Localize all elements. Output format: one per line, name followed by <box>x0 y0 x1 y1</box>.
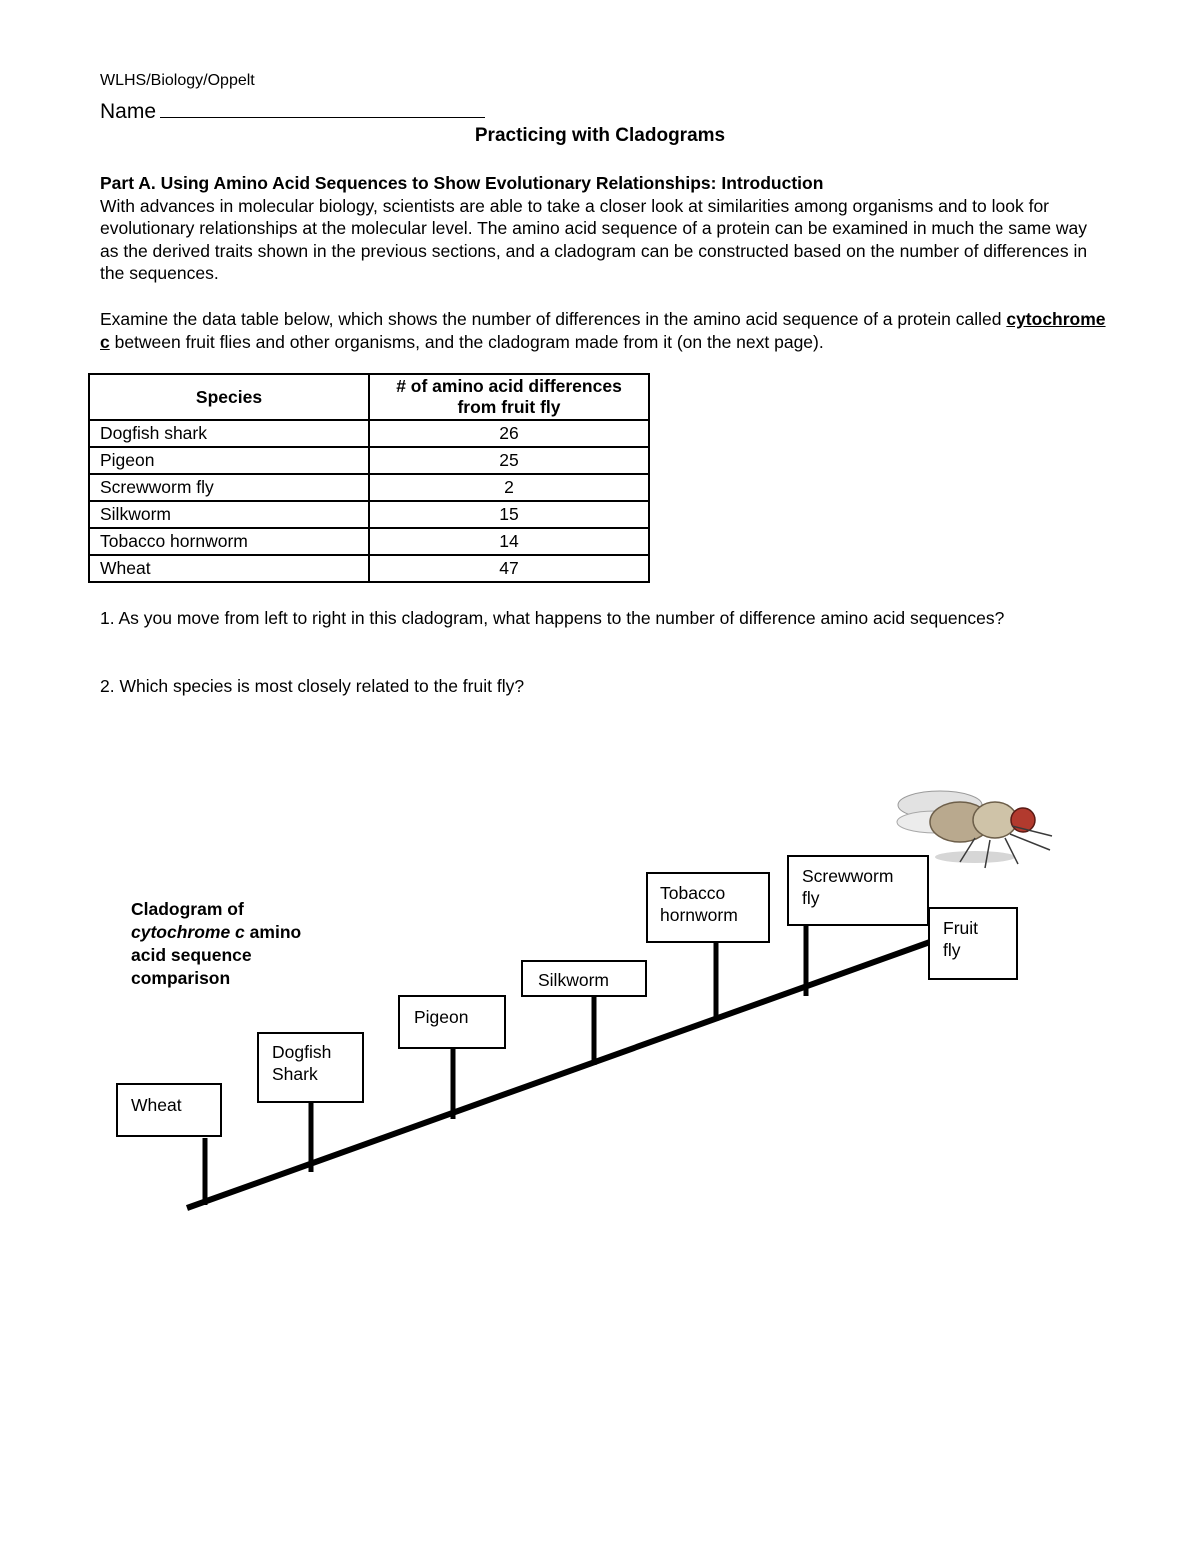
taxon-box-silkworm <box>521 960 647 997</box>
examine-text-before: Examine the data table below, which shows the number of differences in the amino acid sequence of a protein called <box>100 309 1007 329</box>
table-row <box>89 501 649 528</box>
part-a-heading: Part A. Using Amino Acid Sequences to Show Evolutionary Relationships: Introduction <box>100 173 824 193</box>
cytochrome-term: cytochrome c <box>100 309 1106 352</box>
differences-cell: 25 <box>369 447 649 474</box>
table-row <box>89 555 649 582</box>
intro-section <box>100 172 1110 285</box>
taxon-box-fruit-fly <box>928 907 1018 980</box>
differences-cell: 2 <box>369 474 649 501</box>
taxon-box-dogfish-shark <box>257 1032 364 1103</box>
species-cell: Screwworm fly <box>89 474 369 501</box>
table-row <box>89 447 649 474</box>
question-1: 1. As you move from left to right in this cladogram, what happens to the number of difference amino acid sequences? <box>100 608 1005 628</box>
differences-cell: 15 <box>369 501 649 528</box>
page-title: Practicing with Cladograms <box>474 125 726 146</box>
taxon-box-screwworm-fly <box>787 855 929 926</box>
examine-paragraph <box>100 308 1110 353</box>
table-row <box>89 528 649 555</box>
species-cell: Wheat <box>89 555 369 582</box>
differences-cell: 14 <box>369 528 649 555</box>
taxon-label: hornworm <box>660 905 738 925</box>
taxon-label: fly <box>943 940 961 960</box>
table-row <box>89 420 649 447</box>
name-label: Name <box>100 100 157 123</box>
header: WLHS/Biology/Oppelt <box>100 72 255 89</box>
table-row <box>89 474 649 501</box>
differences-cell: 26 <box>369 420 649 447</box>
taxon-label: Screwworm <box>802 866 894 886</box>
species-cell: Tobacco hornworm <box>89 528 369 555</box>
amino-acid-table <box>88 373 650 583</box>
name-line[interactable] <box>160 99 485 118</box>
species-cell: Pigeon <box>89 447 369 474</box>
taxon-box-tobacco-hornworm <box>646 872 770 943</box>
caption-line-2-rest: amino <box>244 922 302 942</box>
intro-paragraph: With advances in molecular biology, scientists are able to take a closer look at similarities among organisms and to look for evolutionary relationships at the molecular level. The amino acid sequence of a protein can be examined in much the same way as the derived traits shown in the previous sections, and a cladogram can be constructed based on the number of differences in the sequences. <box>100 195 1088 283</box>
differences-column-header: # of amino acid differences from fruit fly <box>369 374 649 420</box>
caption-line-4: comparison <box>131 968 231 988</box>
taxon-label: Fruit <box>943 918 978 938</box>
taxon-label: Pigeon <box>414 1007 469 1027</box>
taxon-label: Silkworm <box>538 970 609 990</box>
examine-text-after: between fruit flies and other organisms, and the cladogram made from it (on the next page). <box>109 331 824 352</box>
differences-cell: 47 <box>369 555 649 582</box>
question-2: 2. Which species is most closely related to the fruit fly? <box>100 676 525 696</box>
species-cell: Silkworm <box>89 501 369 528</box>
caption-italic: cytochrome c <box>131 922 245 942</box>
caption-line-1: Cladogram of <box>131 899 244 919</box>
caption-line-3: acid sequence <box>131 945 252 965</box>
cladogram <box>0 780 1200 1230</box>
taxon-label: Shark <box>272 1064 318 1084</box>
taxon-box-wheat <box>116 1083 222 1137</box>
species-cell: Dogfish shark <box>89 420 369 447</box>
name-field[interactable] <box>100 99 485 124</box>
taxon-label: Tobacco <box>660 883 726 903</box>
table-header-row <box>89 374 649 420</box>
species-column-header: Species <box>89 374 369 420</box>
taxon-label: fly <box>802 888 820 908</box>
taxon-box-pigeon <box>398 995 506 1049</box>
taxon-label: Dogfish <box>272 1042 332 1062</box>
taxon-label: Wheat <box>131 1095 182 1115</box>
